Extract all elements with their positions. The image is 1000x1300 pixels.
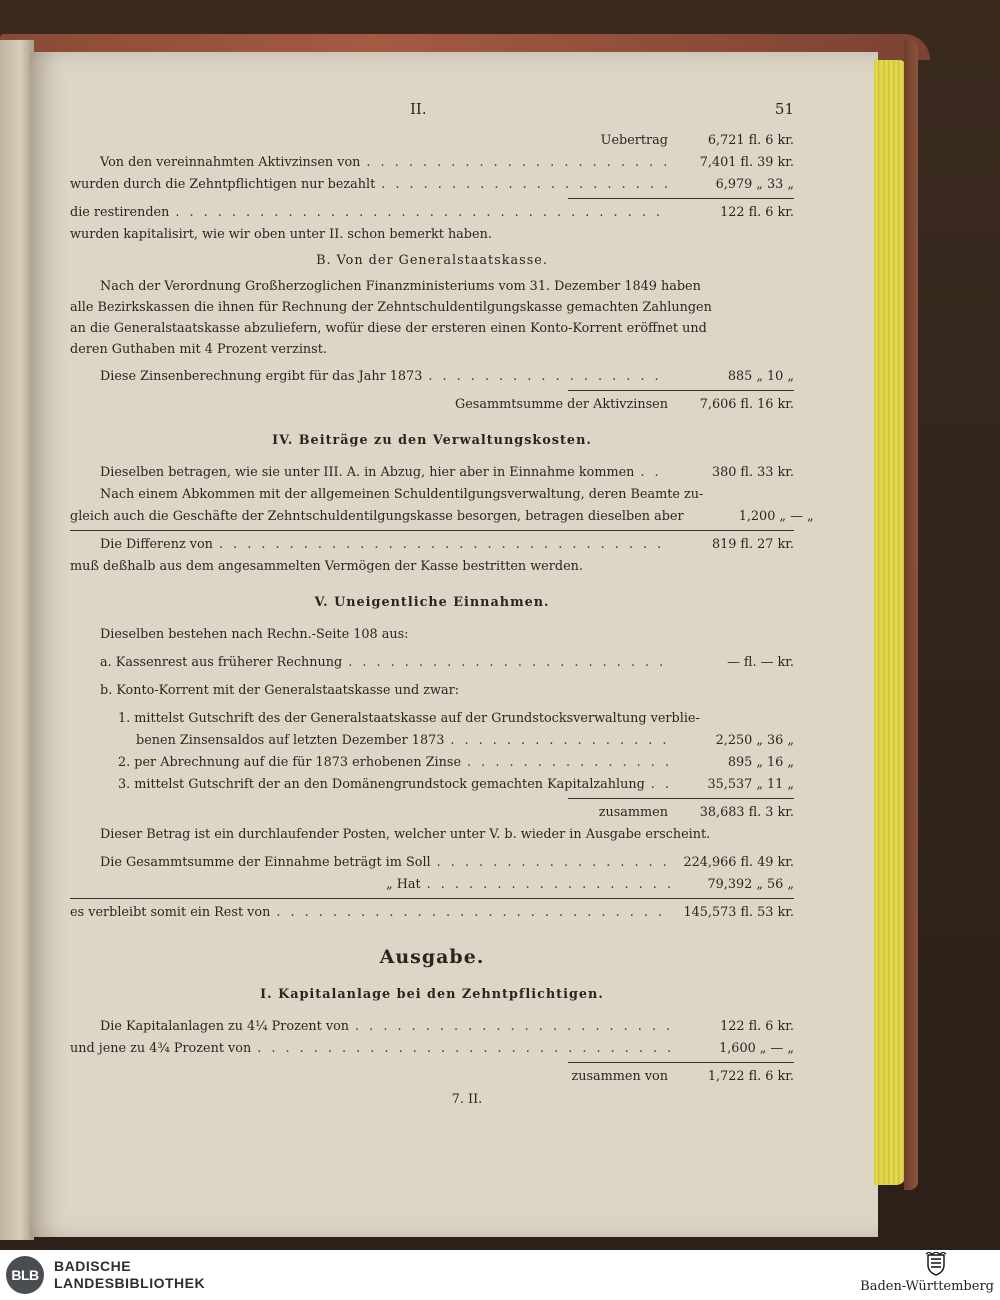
blb-logo[interactable]: BLB [6, 1256, 44, 1294]
carry-label: Uebertrag [600, 133, 668, 148]
ausgabe-heading: Ausgabe. [379, 946, 485, 968]
book-cover-right [904, 40, 918, 1190]
state-name: Baden-Württemberg [860, 1279, 994, 1294]
sum-rule [70, 898, 794, 899]
left-page-edge [0, 40, 34, 1240]
gilt-page-edge [874, 60, 906, 1185]
kapitalanlage-row-2: und jene zu 4¾ Prozent von . . . 1,600 „ — „ [70, 1038, 794, 1060]
section-b-paragraph: Nach der Verordnung Großherzoglichen Finanzministeriums vom 31. Dezember 1849 haben alle Bezirkskassen die ihnen für Rechnung der Zehntschuldentilgungskasse gemachten Zahlungen an die Generalstaatskasse abzuliefern, wofür diese der ersteren einen Konto-Korrent eröffnet und deren Guthaben mit 4 Prozent verzinst. [70, 279, 712, 357]
aktivzinsen-rest-row: die restirenden . . . 122 fl. 6 kr. [70, 202, 794, 224]
konto-korrent-line: b. Konto-Korrent mit der Generalstaatskasse und zwar: [100, 683, 460, 698]
page-header [70, 96, 794, 130]
gutschrift-line-1: 1. mittelst Gutschrift des der Generalstaatskasse auf der Grundstocksverwaltung verblie- [118, 711, 700, 726]
aktivzinsen-row-1: Von den vereinnahmten Aktivzinsen von . . . 7,401 fl. 39 kr. [70, 152, 794, 174]
abkommen-line: Nach einem Abkommen mit der allgemeinen Schuldentilgungsverwaltung, deren Beamte zu- [100, 487, 704, 502]
rest-row: es verbleibt somit ein Rest von . . . 145,573 fl. 53 kr. [70, 902, 794, 924]
aktivzinsen-note: wurden kapitalisirt, wie wir oben unter II. schon bemerkt haben. [70, 227, 492, 242]
gutschrift-row-1: benen Zinsensaldos auf letzten Dezember 1873 . . . 2,250 „ 36 „ [70, 730, 794, 752]
kassenrest-row: a. Kassenrest aus früherer Rechnung . . . — fl. — kr. [70, 652, 794, 674]
page-content [70, 96, 814, 1112]
carry-amount: 6,721 fl. 6 kr. [707, 133, 794, 148]
printer-signature: 7. II. [451, 1092, 483, 1107]
section-v-heading: V. Uneigentliche Einnahmen. [314, 595, 550, 610]
coat-of-arms-icon [925, 1252, 947, 1276]
ausgabe-zusammen-row: zusammen von 1,722 fl. 6 kr. [571, 1069, 794, 1084]
footer-bar [0, 1250, 1000, 1300]
zinsenberechnung-row: Diese Zinsenberechnung ergibt für das Jahr 1873 . . . 885 „ 10 „ [70, 366, 794, 388]
aktivzinsen-row-2: wurden durch die Zehntpflichtigen nur bezahlt . . . 6,979 „ 33 „ [70, 174, 794, 196]
sum-rule [70, 530, 794, 531]
sum-rule [568, 1062, 794, 1063]
kapitalanlage-heading: I. Kapitalanlage bei den Zehntpflichtigen. [260, 987, 604, 1002]
durchlaufender-posten-note: Dieser Betrag ist ein durchlaufender Posten, welcher unter V. b. wieder in Ausgabe erscheint. [100, 827, 711, 842]
kapitalzahlung-row: 3. mittelst Gutschrift der an den Domänengrundstock gemachten Kapitalzahlung . . . 35,537 „ 11 „ [70, 774, 794, 796]
hat-row: „ Hat . . . 79,392 „ 56 „ [70, 874, 794, 896]
section-iv-heading: IV. Beiträge zu den Verwaltungskosten. [272, 433, 592, 448]
library-name[interactable]: BADISCHE LANDESBIBLIOTHEK [54, 1258, 206, 1291]
differenz-note: muß deßhalb aus dem angesammelten Vermögen der Kasse bestritten werden. [70, 559, 583, 574]
gesammtsumme-aktivzinsen-row: Gesammtsumme der Aktivzinsen 7,606 fl. 16 kr. [455, 397, 794, 412]
section-v-intro: Dieselben bestehen nach Rechn.-Seite 108 aus: [100, 627, 409, 642]
soll-row: Die Gesammtsumme der Einnahme beträgt im Soll . . . 224,966 fl. 49 kr. [70, 852, 794, 874]
differenz-row: Die Differenz von . . . 819 fl. 27 kr. [70, 534, 794, 556]
chapter-number: II. [410, 100, 427, 118]
section-b-heading: B. Von der Generalstaatskasse. [316, 253, 548, 268]
sum-rule [568, 798, 794, 799]
beitraege-row: Dieselben betragen, wie sie unter III. A. in Abzug, hier aber in Einnahme kommen . . . 380 fl. 33 kr. [70, 462, 794, 484]
kapitalanlage-row-1: Die Kapitalanlagen zu 4¼ Prozent von . . . 122 fl. 6 kr. [70, 1016, 794, 1038]
sum-rule [568, 198, 794, 199]
carry-row [70, 130, 794, 152]
abrechnung-row: 2. per Abrechnung auf die für 1873 erhobenen Zinse . . . 895 „ 16 „ [70, 752, 794, 774]
page-number: 51 [774, 100, 794, 118]
zusammen-row: zusammen 38,683 fl. 3 kr. [598, 805, 794, 820]
geschaefte-row: gleich auch die Geschäfte der Zehntschuldentilgungskasse besorgen, betragen dieselben aber 1,200 „ — „ [70, 509, 814, 524]
sum-rule [568, 390, 794, 391]
